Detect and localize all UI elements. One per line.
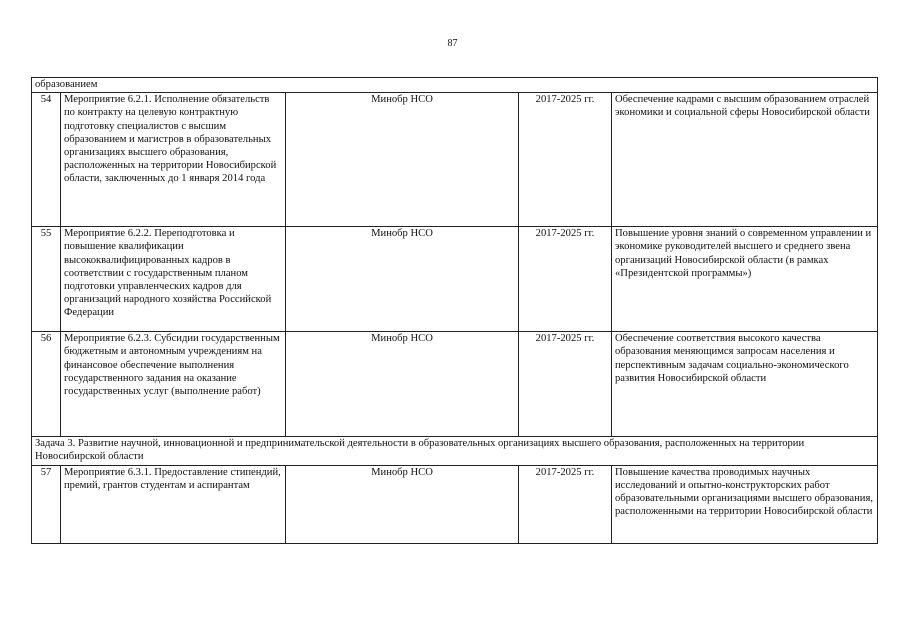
- executor-cell: Минобр НСО: [286, 93, 519, 227]
- executor-cell: Минобр НСО: [286, 465, 519, 543]
- period-cell: 2017-2025 гг.: [519, 332, 612, 437]
- row-number: 54: [32, 93, 61, 227]
- page-number: 87: [447, 38, 458, 49]
- measure-cell: Мероприятие 6.2.1. Исполнение обязательств по контракту на целевую контрактную подготовку специалистов с высшим образованием и магистров в образовательных организациях высшего образования, расположенных на территории Новосибирской области, заключенных до 1 января 2014 года: [61, 93, 286, 227]
- result-cell: Обеспечение кадрами с высшим образованием отраслей экономики и социальной сферы Новосибирской области: [612, 93, 878, 227]
- measure-cell: Мероприятие 6.3.1. Предоставление стипендий, премий, грантов студентам и аспирантам: [61, 465, 286, 543]
- measures-table: [31, 77, 878, 544]
- table-row: [32, 332, 878, 437]
- result-cell: Обеспечение соответствия высокого качества образования меняющимся запросам населения и перспективным задачам социально-экономического развития Новосибирской области: [612, 332, 878, 437]
- period-cell: 2017-2025 гг.: [519, 227, 612, 332]
- period-cell: 2017-2025 гг.: [519, 93, 612, 227]
- executor-cell: Минобр НСО: [286, 227, 519, 332]
- task-header-cell: Задача 3. Развитие научной, инновационной и предпринимательской деятельности в образовательных организациях высшего образования, расположенных на территории Новосибирской области: [32, 437, 878, 465]
- task-header-row: [32, 437, 878, 465]
- table-row: [32, 93, 878, 227]
- row-number: 55: [32, 227, 61, 332]
- row-number: 56: [32, 332, 61, 437]
- period-cell: 2017-2025 гг.: [519, 465, 612, 543]
- result-cell: Повышение уровня знаний о современном управлении и экономике руководителей высшего и среднего звена организаций Новосибирской области (в рамках «Президентской программы»): [612, 227, 878, 332]
- continuation-cell: образованием: [32, 78, 878, 93]
- measure-cell: Мероприятие 6.2.2. Переподготовка и повышение квалификации высококвалифицированных кадров в соответствии с государственным планом подготовки управленческих кадров для организаций народного хозяйства Российской Федерации: [61, 227, 286, 332]
- table-row: [32, 465, 878, 543]
- row-number: 57: [32, 465, 61, 543]
- continuation-row: [32, 78, 878, 93]
- result-cell: Повышение качества проводимых научных исследований и опытно-конструкторских работ образовательными организациями высшего образования, расположенными на территории Новосибирской области: [612, 465, 878, 543]
- measure-cell: Мероприятие 6.2.3. Субсидии государственным бюджетным и автономным учреждениям на финансовое обеспечение выполнения государственного задания на оказание государственных услуг (выполнение работ): [61, 332, 286, 437]
- executor-cell: Минобр НСО: [286, 332, 519, 437]
- table-row: [32, 227, 878, 332]
